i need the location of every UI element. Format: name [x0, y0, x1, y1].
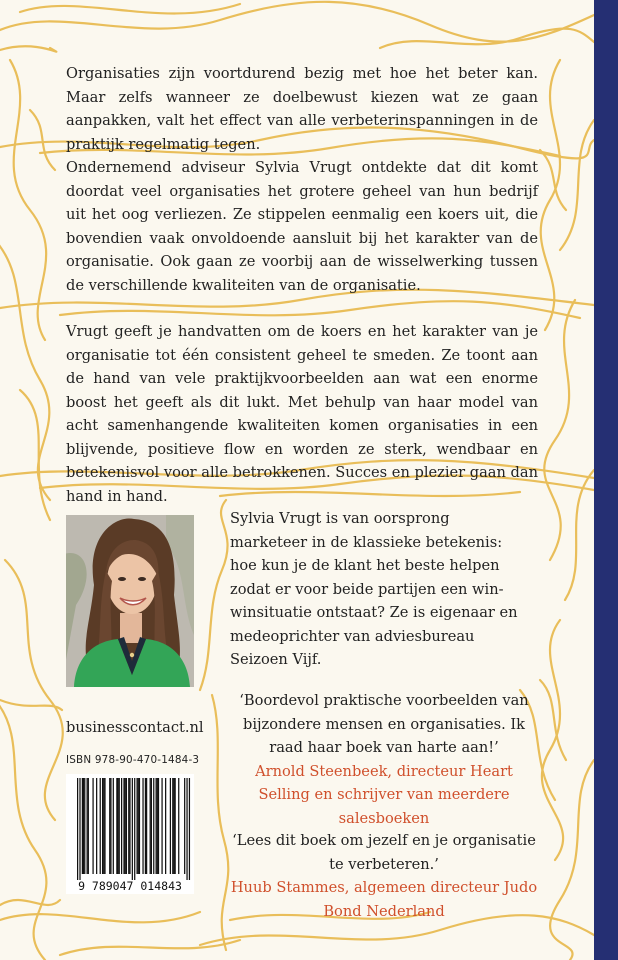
- publisher-website[interactable]: businesscontact.nl: [66, 719, 204, 736]
- barcode-bar: [175, 778, 176, 874]
- barcode-bar: [96, 778, 97, 874]
- barcode-bar: [142, 778, 143, 874]
- author-bio: Sylvia Vrugt is van oorsprong marketeer in de klassieke betekenis: hoe kun je de klant het beste helpen zodat er voor beide partijen een win-winsituatie ontstaat? Ze is eigenaar en medeoprichter van adviesbureau Seizoen Vijf.: [230, 510, 518, 668]
- barcode-bar: [126, 778, 127, 874]
- barcode-bar: [116, 778, 117, 874]
- isbn-barcode: [66, 774, 194, 894]
- barcode-bar: [79, 778, 80, 880]
- review-quote-2: [228, 829, 540, 923]
- barcode-bar: [83, 778, 84, 874]
- barcode-bar: [165, 778, 166, 874]
- barcode-bar: [128, 778, 129, 874]
- barcode-bar: [82, 778, 83, 874]
- barcode-bar: [189, 778, 190, 880]
- barcode-bar: [150, 778, 151, 874]
- barcode-bar: [145, 778, 146, 874]
- barcode-bar: [151, 778, 152, 874]
- blurb-paragraph-2: Ondernemend adviseur Sylvia Vrugt ontdekte dat dit komt doordat veel organisaties het grotere geheel van hun bedrijf uit het oog verliezen. Ze stippelen eenmalig een koers uit, die bovendien vaak onvoldoende aansluit bij het karakter van de organisatie. Ook gaan ze voorbij aan de wisselwerking tussen de verschillende kwaliteiten van de organisatie.: [66, 159, 538, 294]
- barcode-bar: [178, 778, 179, 874]
- barcode-bar: [117, 778, 118, 874]
- barcode-bar: [136, 778, 137, 874]
- barcode-bar: [110, 778, 111, 874]
- barcode-bar: [104, 778, 105, 874]
- blurb-paragraph-3: Vrugt geeft je handvatten om de koers en het karakter van je organisatie tot één consistent geheel te smeden. Ze toont aan de hand van vele praktijkvoorbeelden aan wat een enorme boost het geeft als dit lukt. Met behulp van haar model van acht samenhangende kwaliteiten komen organisaties in een blijvende, positieve flow en worden ze sterk, wendbaar en betekenisvol voor alle betrokkenen. Succes en plezier gaan dan hand in hand.: [66, 323, 538, 505]
- barcode-bar: [139, 778, 140, 874]
- barcode-bar: [186, 778, 187, 880]
- barcode-bar: [156, 778, 157, 874]
- blurb-paragraph-1: Organisaties zijn voortdurend bezig met hoe het beter kan. Maar zelfs wanneer ze doelbewust kiezen wat ze gaan aanpakken, valt het effect van alle verbeterinspanningen in de praktijk regelmatig tegen.: [66, 65, 538, 153]
- barcode-bar: [123, 778, 124, 874]
- barcode-bar: [153, 778, 154, 874]
- barcode-bar: [146, 778, 147, 874]
- barcode-number: 9 789047 014843: [78, 879, 182, 893]
- barcode-bar: [172, 778, 173, 874]
- book-spine-edge: [594, 0, 618, 960]
- author-photo: [66, 515, 194, 687]
- barcode-bar: [157, 778, 158, 874]
- barcode-bar: [158, 778, 159, 874]
- barcode-bar: [87, 778, 88, 874]
- barcode-bar: [173, 778, 174, 874]
- barcode-bar: [113, 778, 114, 874]
- barcode-bar: [184, 778, 185, 874]
- barcode-bar: [109, 778, 110, 874]
- barcode-bar: [132, 778, 133, 880]
- barcode-bar: [119, 778, 120, 874]
- barcode-bar: [102, 778, 103, 874]
- review-quote-1: [228, 689, 540, 830]
- barcode-bar: [84, 778, 85, 874]
- quote-text: ‘Boordevol praktische voorbeelden van bijzondere mensen en organisaties. Ik raad haar boek van harte aan!’: [239, 692, 529, 756]
- barcode-bar: [121, 778, 122, 874]
- barcode-bar: [134, 778, 135, 880]
- quote-author: Huub Stammes, algemeen directeur Judo Bond Nederland: [230, 879, 538, 920]
- barcode-bar: [103, 778, 104, 874]
- barcode-bar: [100, 778, 101, 874]
- barcode-bar: [125, 778, 126, 874]
- barcode-bar: [92, 778, 93, 874]
- barcode-bar: [161, 778, 162, 874]
- isbn-number: ISBN 978-90-470-1484-3: [66, 754, 200, 766]
- barcode-bar: [88, 778, 89, 874]
- barcode-bar: [129, 778, 130, 874]
- quote-text: ‘Lees dit boek om jezelf en je organisatie te verbeteren.’: [232, 832, 536, 873]
- barcode-bar: [170, 778, 171, 874]
- barcode-bar: [138, 778, 139, 874]
- quote-author: Arnold Steenbeek, directeur Heart Selling en schrijver van meerdere salesboeken: [255, 762, 513, 827]
- barcode-bar: [77, 778, 78, 880]
